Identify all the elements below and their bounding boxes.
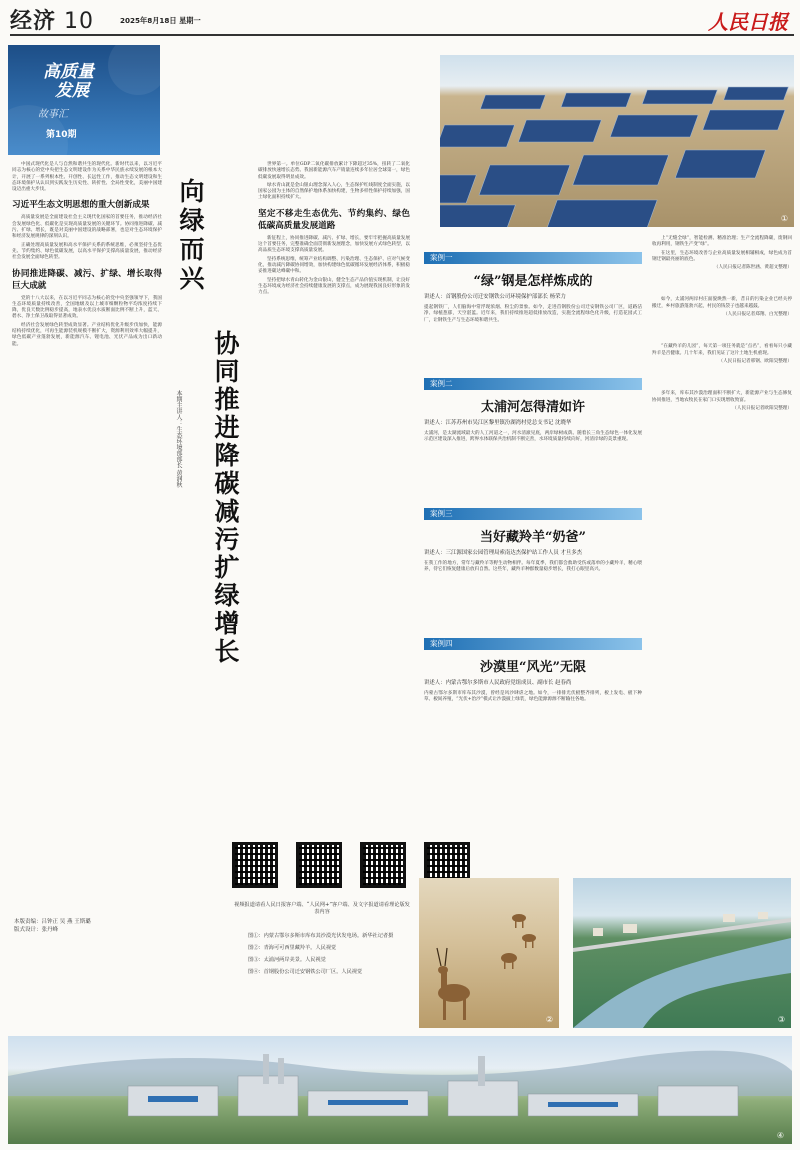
right-paragraph-3: 如今，太浦河两岸村庄面貌焕然一新，昔日的污染企业已经关停搬迁，乡村旅游蓬勃兴起，村民的钱袋子也越来越鼓。 bbox=[652, 297, 792, 309]
case-3-label: 案例三 bbox=[424, 508, 642, 520]
main-title-line2: 协同推进降碳减污扩绿增长 bbox=[211, 330, 240, 666]
paper-logo: 人民日报 bbox=[708, 10, 788, 34]
caption-2: 图②：青海可可西里藏羚羊。人民视觉 bbox=[248, 945, 337, 951]
series-banner bbox=[8, 45, 160, 155]
col3-paragraph-1: 世界第一。单位GDP二氧化碳排放累计下降超过35%，扭转了二氧化碳排放快速增长态势。我国新能源汽车产销量连续多年位居全球第一，绿色低碳发展取得明显成效。 bbox=[258, 162, 410, 180]
case-1-text: 提起钢铁厂，人们脑海中常浮现浓烟、粉尘的景象。如今，走进首钢股份公司迁安钢铁公司厂区，道路洁净、绿植葱郁，天空湛蓝。近年来，我们持续推进超低排放改造，实施全流程绿色化升级，打造花园式工厂，让钢铁生产与生态环境和谐共生。 bbox=[424, 305, 642, 323]
right-credit-2: （人民日报记者郑翔、白光整理） bbox=[723, 312, 792, 318]
caption-3: 图③：太浦河两岸美景。人民视觉 bbox=[248, 957, 326, 963]
photo-solar-farm bbox=[440, 55, 794, 227]
river-illustration bbox=[573, 878, 791, 1028]
right-credit-4: （人民日报记者欧阳昊整理） bbox=[732, 405, 792, 411]
photo-4-marker: ④ bbox=[776, 1131, 784, 1140]
design-credit: 版式设计：张丹峰 bbox=[14, 927, 59, 933]
col3-paragraph-4: 坚持系统思维，统筹产业结构调整、污染治理、生态保护、应对气候变化，推动减污降碳协同增效，加快构建绿色低碳循环发展经济体系，积极稳妥推进碳达峰碳中和。 bbox=[258, 256, 410, 275]
col1-paragraph-1: 高质量发展是全面建设社会主义现代化国家的首要任务，推动经济社会发展绿色化、低碳化是实现高质量发展的关键环节。协同推进降碳、减污、扩绿、增长，既是对美丽中国建设的战略部署，也是对生态环境保护和经济发展规律的深刻认识。 bbox=[12, 215, 162, 240]
col3-paragraph-5: 坚持把绿水青山转化为金山银山，健全生态产品价值实现机制，让良好生态环境成为经济社会持续健康发展的支撑点，成为展现我国良好形象的发力点。 bbox=[258, 277, 410, 296]
case-2-speaker: 讲述人：江苏苏州市吴江区黎里镇汾湖湾村党总支书记 沈晓华 bbox=[424, 420, 572, 426]
case-1-label: 案例一 bbox=[424, 252, 642, 264]
photo-river bbox=[573, 878, 791, 1028]
column-3 bbox=[258, 162, 410, 298]
photo-1-marker: ① bbox=[780, 214, 788, 223]
qr-notice: 视频报道请看人民日报客户端、“人民网+”客户端、及文字报道请看理论版发表内容 bbox=[234, 902, 410, 915]
col1-paragraph-2: 正确处理高质量发展和高水平保护关系的系统思维，必须坚持生态优先、节约集约、绿色低碳发展，以高水平保护支撑高质量发展，推动经济社会发展全面绿色转型。 bbox=[12, 242, 162, 261]
heading-1: 习近平生态文明思想的重大创新成果 bbox=[12, 200, 150, 211]
case-1-title: “绿”钢是怎样炼成的 bbox=[473, 274, 593, 289]
right-paragraph-2: 在这里，生态环境改善与企业高质量发展相辅相成，绿色成为首钢迁钢最亮丽的底色。 bbox=[652, 250, 792, 262]
right-paragraph-5: 多年来，库布其沙漠治理面积不断扩大，新能源产业与生态修复协同推进，当地农牧民在家门口实现增收致富。 bbox=[652, 391, 792, 403]
qr-code-1[interactable] bbox=[232, 842, 278, 888]
case-1 bbox=[424, 252, 642, 324]
photo-antelope bbox=[419, 878, 559, 1028]
case-4 bbox=[424, 638, 642, 704]
caption-1: 图①：内蒙古鄂尔多斯市库布其沙漠光伏发电场。新华社记者摄 bbox=[248, 933, 394, 939]
antelope-illustration bbox=[419, 878, 559, 1028]
banner-decoration bbox=[8, 45, 160, 155]
col3-paragraph-2: 绿水青山就是金山银山理念深入人心，生态保护红线制度全面实施，以国家公园为主体的自然保护地体系加快构建，生物多样性保护持续加强，国土绿化面积持续扩大。 bbox=[258, 182, 410, 201]
photo-caption-list bbox=[248, 930, 416, 978]
col1-paragraph-4: 经济社会发展绿色转型成效显著。产业结构优化升级步伐加快，能源结构持续优化，可再生能源装机规模不断扩大，资源利用效率大幅提升，绿色低碳产业蓬勃发展，新能源汽车、锂电池、光伏产品成为出口新动能。 bbox=[12, 322, 162, 347]
steel-plant-illustration bbox=[8, 1036, 792, 1144]
column-1 bbox=[12, 162, 162, 350]
case-3-speaker: 讲述人：三江源国家公园管理局索南达杰保护站工作人员 才旦多杰 bbox=[424, 550, 583, 556]
solar-panels-illustration bbox=[440, 55, 794, 227]
case-4-text: 内蒙古鄂尔多斯市库布其沙漠，曾经是风沙肆虐之地。如今，一排排光伏板整齐排列，板上发电、板下种草、板间养殖，“光伏+治沙”模式让沙漠披上绿装，绿色能源源源不断输往各地。 bbox=[424, 691, 642, 703]
case-2-text: 太浦河，是太湖流域最大的人工河道之一，河水清澈见底，两岸绿树成荫。随着长三角生态绿色一体化发展示范区建设深入推进，跨界水体联保共治机制不断完善，水环境质量持续向好，河清岸绿的美景重现。 bbox=[424, 431, 642, 443]
case-3-title: 当好藏羚羊“奶爸” bbox=[480, 530, 586, 545]
case-4-title: 沙漠里“风光”无限 bbox=[480, 660, 586, 675]
photo-2-marker: ② bbox=[545, 1015, 553, 1024]
page-credits bbox=[14, 918, 91, 934]
right-column bbox=[652, 236, 792, 412]
case-3-text: 在我工作的地方，常年与藏羚羊等野生动物相伴。每年夏季，我们都会救助受伤或落单的小藏羚羊，精心喂养，待它们恢复健康后放归自然。这些年，藏羚羊种群数量稳步增长，我打心眼里高兴。 bbox=[424, 561, 642, 573]
case-2-label: 案例二 bbox=[424, 378, 642, 390]
photo-steel-plant bbox=[8, 1036, 792, 1144]
intro-paragraph: 中国式现代化是人与自然和谐共生的现代化。新时代以来，以习近平同志为核心的党中央把生态文明建设作为关系中华民族永续发展的根本大计，开展了一系列根本性、开创性、长远性工作，推动生态文明建设和生态环境保护从认识到实践发生历史性、转折性、全局性变化，美丽中国建设迈出重大步伐。 bbox=[12, 162, 162, 193]
byline: 本期主讲人：生态环境部部长 黄润秋 bbox=[175, 390, 182, 488]
col1-paragraph-3: 党的十八大以来，在以习近平同志为核心的党中央坚强领导下，我国生态环境质量持续改善，全国地级及以上城市细颗粒物平均浓度持续下降，优良天数比例稳步提高，地表水优良水质断面比例不断上升，蓝天、碧水、净土保卫战取得显著成效。 bbox=[12, 295, 162, 320]
case-2-title: 太浦河怎得清如许 bbox=[480, 400, 585, 415]
heading-3: 坚定不移走生态优先、节约集约、绿色低碳高质量发展道路 bbox=[258, 208, 410, 231]
right-credit-3: （人民日报记者邢钢、欧阳昊整理） bbox=[718, 358, 792, 364]
caption-4: 图④：首钢股份公司迁安钢铁公司厂区。人民视觉 bbox=[248, 969, 363, 975]
heading-2: 协同推进降碳、减污、扩绿、增长取得巨大成就 bbox=[12, 268, 162, 291]
page-number: 10 bbox=[64, 9, 95, 34]
main-title-line1: 向绿而兴 bbox=[176, 178, 205, 294]
right-paragraph-1: 上“无缝全绿”，智能检测、精准治理；生产全流程降碳，废钢回收再利用，钢铁生产变“绿”。 bbox=[652, 236, 792, 248]
series-subtitle: 故事汇 bbox=[38, 109, 68, 120]
qr-code-2[interactable] bbox=[296, 842, 342, 888]
header-rule bbox=[10, 34, 794, 36]
case-4-speaker: 讲述人：内蒙古鄂尔多斯市人民政府党组成员、副市长 赵春尚 bbox=[424, 680, 572, 686]
right-credit-1: （人民日报记者陈世涵、黄超文整理） bbox=[713, 265, 792, 271]
qr-code-3[interactable] bbox=[360, 842, 406, 888]
issue-date: 2025年8月18日 星期一 bbox=[120, 16, 201, 25]
col3-paragraph-3: 新征程上，协同推进降碳、减污、扩绿、增长，要牢牢把握高质量发展这个首要任务，完整准确全面贯彻新发展理念，加快发展方式绿色转型，以高品质生态环境支撑高质量发展。 bbox=[258, 235, 410, 254]
case-3 bbox=[424, 508, 642, 574]
photo-3-marker: ③ bbox=[777, 1015, 785, 1024]
case-2 bbox=[424, 378, 642, 444]
series-title-line1: 高质量 bbox=[43, 62, 94, 82]
case-4-label: 案例四 bbox=[424, 638, 642, 650]
right-paragraph-4: “在藏羚羊的儿园”，每天第一项任务就是“点名”，看看每只小藏羚羊是否健康。几十年来，我们见证了这片土地生机重现。 bbox=[652, 344, 792, 356]
editor-credit: 本版责编：吕钟正 吴 燕 王斯璐 bbox=[14, 919, 91, 925]
section-title: 经济 10 bbox=[10, 9, 95, 34]
case-1-speaker: 讲述人：首钢股份公司迁安钢铁公司环境保护部部长 杨荣力 bbox=[424, 294, 566, 300]
series-issue: 第10期 bbox=[46, 130, 77, 140]
series-title-line2: 发展 bbox=[55, 81, 89, 101]
